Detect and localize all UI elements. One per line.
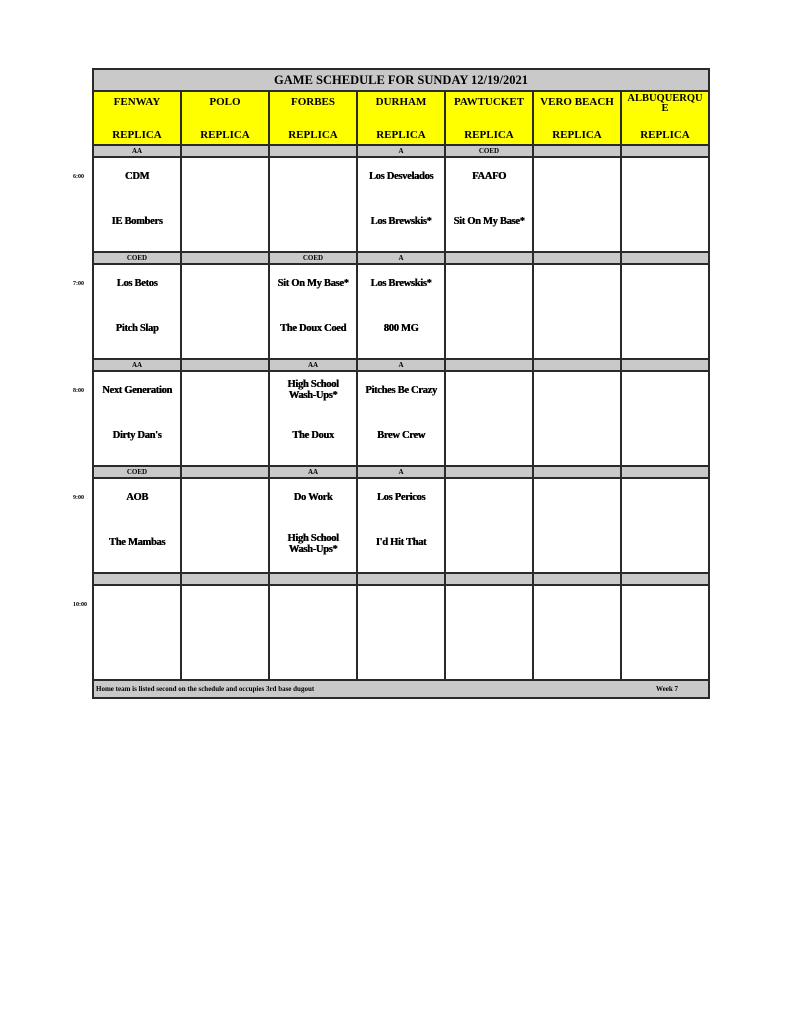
game-cell	[94, 372, 182, 465]
game-cell	[358, 265, 446, 358]
field-header-5	[534, 92, 622, 144]
schedule-title: GAME SCHEDULE FOR SUNDAY 12/19/2021	[94, 70, 708, 92]
home-team: Pitch Slap	[115, 323, 159, 334]
game-cell	[446, 372, 534, 465]
time-label: 6:00	[73, 174, 84, 180]
division-row	[94, 360, 708, 372]
field-header-2	[270, 92, 358, 144]
field-name: FENWAY	[113, 96, 161, 108]
home-team: 800 MG	[383, 323, 419, 334]
game-cell	[358, 158, 446, 251]
game-cell	[622, 372, 708, 465]
division-label: A	[358, 467, 446, 477]
game-cell	[94, 265, 182, 358]
division-label	[446, 467, 534, 477]
away-team: Next Generation	[102, 385, 172, 396]
away-team: Los Brewskis*	[370, 278, 432, 289]
division-label	[534, 146, 622, 156]
time-slot-row	[94, 265, 708, 360]
division-row	[94, 146, 708, 158]
division-row	[94, 253, 708, 265]
home-team: I'd Hit That	[375, 537, 427, 548]
away-team: Los Desvelados	[368, 171, 434, 182]
division-label: AA	[270, 467, 358, 477]
field-surface: REPLICA	[112, 129, 162, 141]
away-team: CDM	[124, 171, 150, 182]
game-cell	[270, 586, 358, 679]
game-cell	[622, 158, 708, 251]
division-label: AA	[270, 360, 358, 370]
field-name: ALBUQUERQU E	[627, 93, 703, 114]
division-label	[270, 146, 358, 156]
division-label: COED	[94, 467, 182, 477]
game-cell	[534, 265, 622, 358]
division-label	[182, 360, 270, 370]
field-header-0	[94, 92, 182, 144]
game-cell	[622, 479, 708, 572]
home-team: Los Brewskis*	[370, 216, 432, 227]
game-cell	[182, 265, 270, 358]
division-label	[446, 253, 534, 263]
division-label	[622, 467, 708, 477]
game-cell	[182, 372, 270, 465]
division-label: A	[358, 146, 446, 156]
game-cell	[534, 158, 622, 251]
division-label: COED	[94, 253, 182, 263]
field-surface: REPLICA	[288, 129, 338, 141]
game-cell	[446, 265, 534, 358]
division-label	[622, 574, 708, 584]
game-cell	[534, 586, 622, 679]
division-row	[94, 574, 708, 586]
week-label: Week 7	[656, 685, 678, 693]
game-cell	[270, 372, 358, 465]
field-surface: REPLICA	[200, 129, 250, 141]
division-label	[182, 146, 270, 156]
time-label: 8:00	[73, 388, 84, 394]
division-label	[358, 574, 446, 584]
field-name: POLO	[209, 96, 241, 108]
division-label	[446, 360, 534, 370]
home-team-note: Home team is listed second on the schedule and occupies 3rd base dugout	[96, 685, 315, 693]
game-cell	[94, 158, 182, 251]
away-team: Do Work	[293, 492, 333, 503]
field-header-row	[94, 92, 708, 146]
field-header-3	[358, 92, 446, 144]
game-cell	[270, 479, 358, 572]
time-label: 7:00	[73, 281, 84, 287]
game-cell	[358, 479, 446, 572]
game-cell	[358, 372, 446, 465]
time-slot-row	[94, 158, 708, 253]
division-label	[182, 253, 270, 263]
division-label	[182, 574, 270, 584]
division-label	[182, 467, 270, 477]
time-slot-row	[94, 372, 708, 467]
division-label: COED	[446, 146, 534, 156]
game-cell	[270, 265, 358, 358]
away-team: Sit On My Base*	[277, 278, 349, 289]
field-header-4	[446, 92, 534, 144]
away-team: Los Pericos	[376, 492, 426, 503]
time-label: 9:00	[73, 495, 84, 501]
division-row	[94, 467, 708, 479]
away-team: Los Betos	[116, 278, 158, 289]
game-cell	[270, 158, 358, 251]
field-surface: REPLICA	[464, 129, 514, 141]
game-cell	[94, 479, 182, 572]
game-cell	[534, 372, 622, 465]
home-team: IE Bombers	[111, 216, 163, 227]
field-header-1	[182, 92, 270, 144]
field-name: FORBES	[290, 96, 335, 108]
schedule-sheet	[92, 68, 710, 699]
division-label	[270, 574, 358, 584]
game-cell	[622, 586, 708, 679]
game-cell	[182, 158, 270, 251]
division-label	[534, 574, 622, 584]
time-slot-row	[94, 479, 708, 574]
away-team: High School Wash-Ups*	[287, 379, 339, 401]
game-cell	[446, 158, 534, 251]
field-name: VERO BEACH	[540, 96, 614, 108]
game-cell	[94, 586, 182, 679]
division-label: A	[358, 360, 446, 370]
division-label: AA	[94, 360, 182, 370]
division-label	[94, 574, 182, 584]
home-team: The Mambas	[108, 537, 166, 548]
field-header-6	[622, 92, 708, 144]
division-label	[622, 360, 708, 370]
division-label	[622, 146, 708, 156]
division-label: AA	[94, 146, 182, 156]
away-team: FAAFO	[472, 171, 506, 182]
game-cell	[622, 265, 708, 358]
schedule-footer	[94, 681, 708, 697]
game-cell	[446, 586, 534, 679]
division-label	[534, 467, 622, 477]
game-cell	[182, 586, 270, 679]
away-team: Pitches Be Crazy	[365, 385, 437, 396]
game-cell	[182, 479, 270, 572]
time-slot-row	[94, 586, 708, 681]
field-surface: REPLICA	[376, 129, 426, 141]
division-label: COED	[270, 253, 358, 263]
field-surface: REPLICA	[640, 129, 690, 141]
division-label	[446, 574, 534, 584]
home-team: High School Wash-Ups*	[287, 533, 339, 555]
home-team: The Doux	[292, 430, 334, 441]
home-team: Brew Crew	[377, 430, 425, 441]
game-cell	[358, 586, 446, 679]
division-label	[534, 360, 622, 370]
division-label	[534, 253, 622, 263]
home-team: Sit On My Base*	[453, 216, 525, 227]
division-label	[622, 253, 708, 263]
home-team: The Doux Coed	[279, 323, 347, 334]
field-name: DURHAM	[375, 96, 427, 108]
division-label: A	[358, 253, 446, 263]
game-cell	[446, 479, 534, 572]
home-team: Dirty Dan's	[112, 430, 162, 441]
away-team: AOB	[126, 492, 148, 503]
time-label: 10:00	[73, 602, 87, 608]
field-name: PAWTUCKET	[453, 96, 525, 108]
field-surface: REPLICA	[552, 129, 602, 141]
game-cell	[534, 479, 622, 572]
